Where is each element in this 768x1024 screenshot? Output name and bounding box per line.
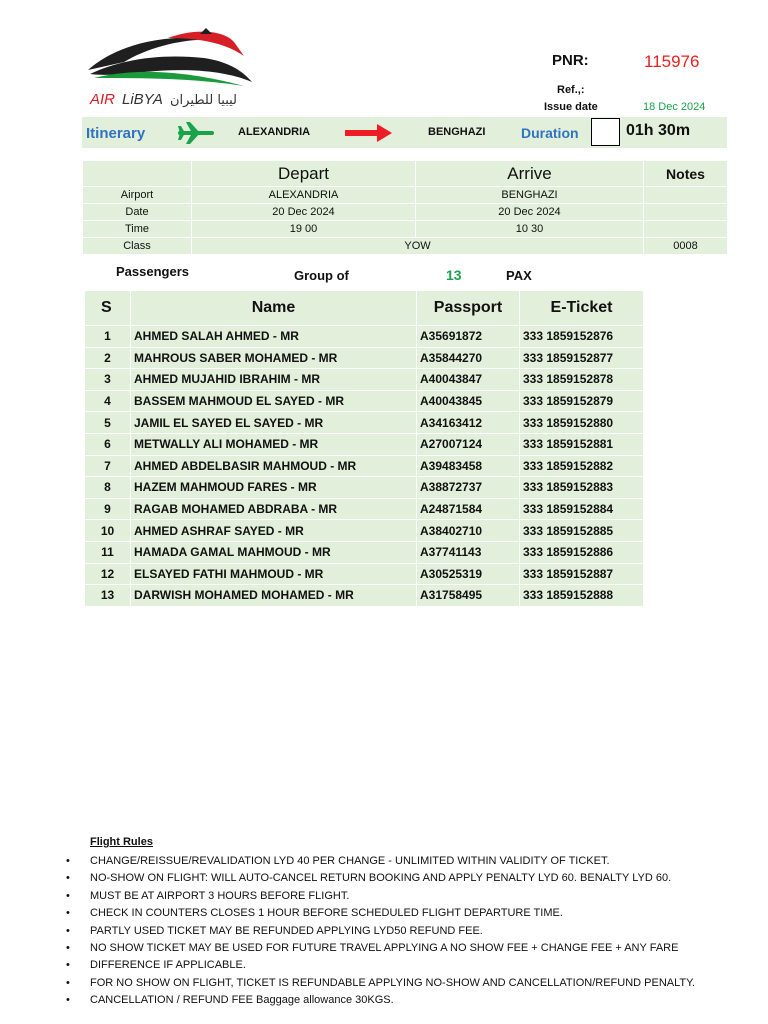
pnr-label: PNR: xyxy=(552,52,589,69)
passenger-name: ELSAYED FATHI MAHMOUD - MR xyxy=(131,563,417,585)
passenger-eticket: 333 1859152879 xyxy=(520,390,644,412)
passenger-seq: 4 xyxy=(85,390,131,412)
table-row xyxy=(85,498,644,520)
arrow-right-icon xyxy=(345,123,393,143)
airport-note xyxy=(644,187,728,204)
passenger-seq: 3 xyxy=(85,369,131,391)
pax-label: PAX xyxy=(506,268,532,283)
airport-label: Airport xyxy=(83,187,192,204)
passenger-passport: A37741143 xyxy=(417,541,520,563)
passenger-passport: A27007124 xyxy=(417,433,520,455)
depart-airport: ALEXANDRIA xyxy=(192,187,416,204)
passenger-name: AHMED SALAH AHMED - MR xyxy=(131,326,417,348)
table-row xyxy=(85,455,644,477)
duration-label: Duration xyxy=(521,125,579,141)
table-row xyxy=(85,347,644,369)
passenger-passport: A35844270 xyxy=(417,347,520,369)
passenger-seq: 13 xyxy=(85,585,131,607)
duration-value: 01h 30m xyxy=(626,122,691,139)
passenger-eticket: 333 1859152876 xyxy=(520,326,644,348)
arrive-time: 10 30 xyxy=(416,221,644,238)
passenger-seq: 7 xyxy=(85,455,131,477)
rule-item: • CHANGE/REISSUE/REVALIDATION LYD 40 PER CHANGE - UNLIMITED WITHIN VALIDITY OF TICKET. xyxy=(66,853,746,870)
table-row xyxy=(85,369,644,391)
arrive-date: 20 Dec 2024 xyxy=(416,204,644,221)
passenger-name: AHMED MUJAHID IBRAHIM - MR xyxy=(131,369,417,391)
rule-item: • CHECK IN COUNTERS CLOSES 1 HOUR BEFORE SCHEDULED FLIGHT DEPARTURE TIME. xyxy=(66,905,746,922)
svg-text:ليبيا للطيران: ليبيا للطيران xyxy=(170,93,238,108)
depart-time: 19 00 xyxy=(192,221,416,238)
class-label: Class xyxy=(83,238,192,255)
passenger-table xyxy=(84,290,644,607)
passenger-passport: A40043845 xyxy=(417,390,520,412)
date-label: Date xyxy=(83,204,192,221)
passenger-passport: A31758495 xyxy=(417,585,520,607)
depart-date: 20 Dec 2024 xyxy=(192,204,416,221)
column-header-name: Name xyxy=(131,291,417,326)
itinerary-to: BENGHAZI xyxy=(428,126,486,138)
passenger-passport: A34163412 xyxy=(417,412,520,434)
table-row xyxy=(85,585,644,607)
passenger-eticket: 333 1859152877 xyxy=(520,347,644,369)
passenger-eticket: 333 1859152881 xyxy=(520,433,644,455)
passenger-eticket: 333 1859152880 xyxy=(520,412,644,434)
passenger-passport: A24871584 xyxy=(417,498,520,520)
date-note xyxy=(644,204,728,221)
group-of-label: Group of xyxy=(294,268,349,283)
rule-item: • FOR NO SHOW ON FLIGHT, TICKET IS REFUNDABLE APPLYING NO-SHOW AND CANCELLATION/REFUND PENALTY. xyxy=(66,975,746,992)
svg-text:LiBYA: LiBYA xyxy=(122,91,163,108)
passenger-eticket: 333 1859152885 xyxy=(520,520,644,542)
passenger-name: MAHROUS SABER MOHAMED - MR xyxy=(131,347,417,369)
rule-item: • MUST BE AT AIRPORT 3 HOURS BEFORE FLIGHT. xyxy=(66,888,746,905)
passenger-eticket: 333 1859152887 xyxy=(520,563,644,585)
passenger-passport: A38872737 xyxy=(417,477,520,499)
flight-details-table xyxy=(82,160,728,255)
rule-item: • CANCELLATION / REFUND FEE Baggage allowance 30KGS. xyxy=(66,992,746,1009)
passenger-seq: 12 xyxy=(85,563,131,585)
arrive-airport: BENGHAZI xyxy=(416,187,644,204)
passenger-passport: A30525319 xyxy=(417,563,520,585)
class-value: YOW xyxy=(192,238,644,255)
flight-header-blank xyxy=(83,161,192,187)
passenger-name: DARWISH MOHAMED MOHAMED - MR xyxy=(131,585,417,607)
depart-header: Depart xyxy=(192,161,416,187)
passengers-label: Passengers xyxy=(116,264,189,279)
airplane-icon xyxy=(178,121,214,145)
passenger-passport: A40043847 xyxy=(417,369,520,391)
passenger-passport: A39483458 xyxy=(417,455,520,477)
time-note xyxy=(644,221,728,238)
time-label: Time xyxy=(83,221,192,238)
table-row xyxy=(85,520,644,542)
passenger-name: AHMED ASHRAF SAYED - MR xyxy=(131,520,417,542)
rule-item: • NO SHOW TICKET MAY BE USED FOR FUTURE TRAVEL APPLYING A NO SHOW FEE + CHANGE FEE + ANY FARE xyxy=(66,940,746,957)
rule-item: • DIFFERENCE IF APPLICABLE. xyxy=(66,957,746,974)
table-row xyxy=(85,563,644,585)
passenger-seq: 8 xyxy=(85,477,131,499)
flight-rules-list xyxy=(66,853,746,1010)
passenger-seq: 11 xyxy=(85,541,131,563)
class-note: 0008 xyxy=(644,238,728,255)
pnr-value: 115976 xyxy=(644,52,700,71)
column-header-s: S xyxy=(85,291,131,326)
passenger-eticket: 333 1859152886 xyxy=(520,541,644,563)
passenger-name: BASSEM MAHMOUD EL SAYED - MR xyxy=(131,390,417,412)
passenger-name: RAGAB MOHAMED ABDRABA - MR xyxy=(131,498,417,520)
column-header-passport: Passport xyxy=(417,291,520,326)
itinerary-label: Itinerary xyxy=(86,125,146,142)
table-row xyxy=(85,390,644,412)
passenger-name: HAMADA GAMAL MAHMOUD - MR xyxy=(131,541,417,563)
passenger-eticket: 333 1859152884 xyxy=(520,498,644,520)
arrive-header: Arrive xyxy=(416,161,644,187)
passenger-passport: A38402710 xyxy=(417,520,520,542)
passenger-seq: 2 xyxy=(85,347,131,369)
passenger-eticket: 333 1859152888 xyxy=(520,585,644,607)
passenger-seq: 6 xyxy=(85,433,131,455)
air-libya-logo xyxy=(84,28,256,108)
duration-checkbox xyxy=(591,118,620,146)
itinerary-from: ALEXANDRIA xyxy=(238,126,311,138)
passenger-eticket: 333 1859152883 xyxy=(520,477,644,499)
passenger-seq: 10 xyxy=(85,520,131,542)
table-row xyxy=(85,433,644,455)
issue-date-label: Issue date xyxy=(544,101,598,113)
flight-rules-title: Flight Rules xyxy=(90,836,153,848)
passenger-eticket: 333 1859152882 xyxy=(520,455,644,477)
column-header-eticket: E-Ticket xyxy=(520,291,644,326)
group-count: 13 xyxy=(446,267,462,283)
table-row xyxy=(85,412,644,434)
passenger-name: METWALLY ALI MOHAMED - MR xyxy=(131,433,417,455)
ref-label: Ref.,: xyxy=(557,84,585,96)
passenger-name: HAZEM MAHMOUD FARES - MR xyxy=(131,477,417,499)
passenger-name: JAMIL EL SAYED EL SAYED - MR xyxy=(131,412,417,434)
passenger-passport: A35691872 xyxy=(417,326,520,348)
passenger-seq: 1 xyxy=(85,326,131,348)
table-row xyxy=(85,326,644,348)
rule-item: • NO-SHOW ON FLIGHT: WILL AUTO-CANCEL RETURN BOOKING AND APPLY PENALTY LYD 60. BENALTY LYD 60. xyxy=(66,870,746,887)
passenger-seq: 5 xyxy=(85,412,131,434)
table-row xyxy=(85,541,644,563)
svg-text:AIR: AIR xyxy=(90,91,116,108)
issue-date-value: 18 Dec 2024 xyxy=(643,101,706,113)
passenger-seq: 9 xyxy=(85,498,131,520)
rule-item: • PARTLY USED TICKET MAY BE REFUNDED APPLYING LYD50 REFUND FEE. xyxy=(66,923,746,940)
notes-header: Notes xyxy=(644,161,728,187)
passenger-name: AHMED ABDELBASIR MAHMOUD - MR xyxy=(131,455,417,477)
table-row xyxy=(85,477,644,499)
passenger-eticket: 333 1859152878 xyxy=(520,369,644,391)
